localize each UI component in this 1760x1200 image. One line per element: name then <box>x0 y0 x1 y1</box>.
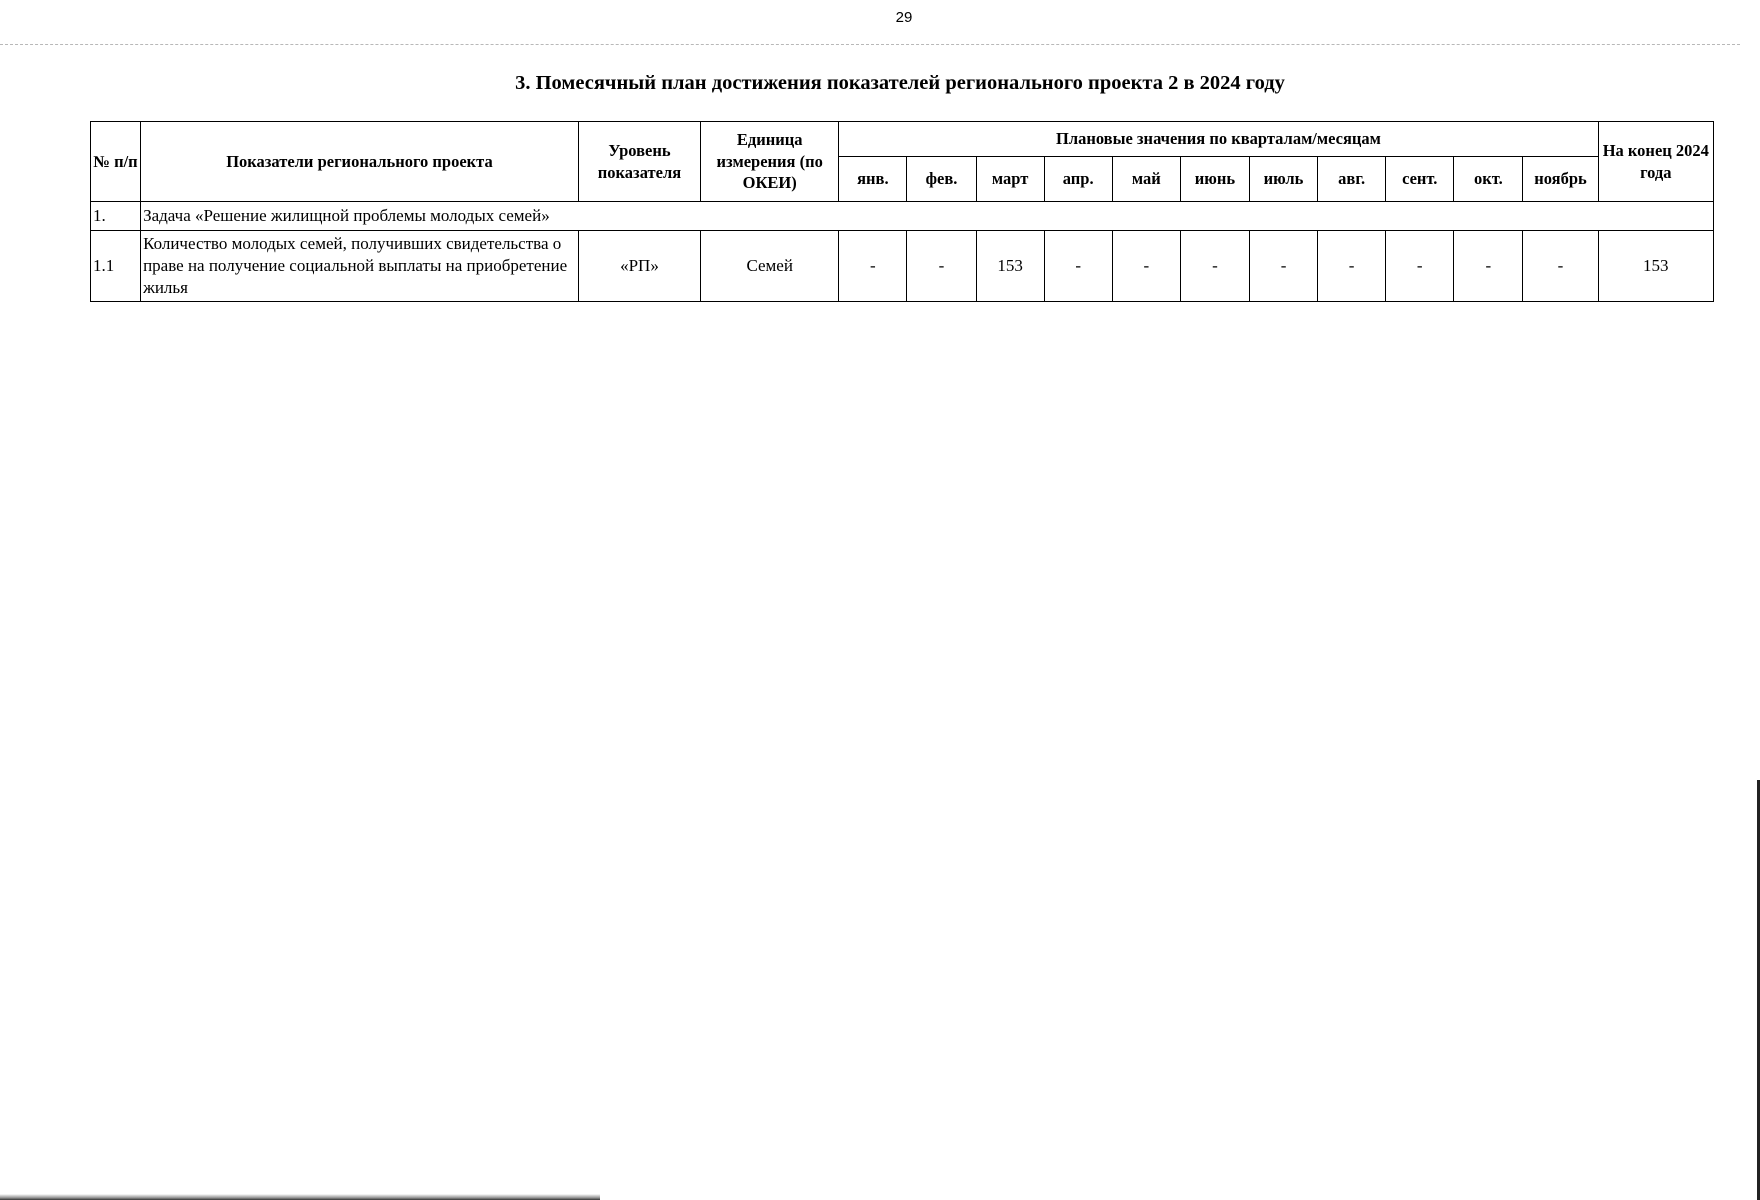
header-num: № п/п <box>91 122 141 202</box>
monthly-plan-table <box>90 121 1714 302</box>
table-row <box>91 231 1714 302</box>
row-month-value: - <box>1249 231 1317 302</box>
row-month-value: - <box>1523 231 1598 302</box>
page-number: 29 <box>895 9 913 26</box>
header-row-top <box>91 122 1714 157</box>
row-month-value: - <box>1112 231 1180 302</box>
row-month-value: - <box>1454 231 1523 302</box>
table-row-task <box>91 202 1714 231</box>
header-month: июнь <box>1180 157 1249 202</box>
header-month: фев. <box>907 157 976 202</box>
scan-edge-bottom <box>0 1194 600 1200</box>
scan-artifact-line <box>0 44 1740 45</box>
task-text-cell: Задача «Решение жилищной проблемы молодых семей» <box>141 202 1714 231</box>
header-month: март <box>976 157 1044 202</box>
header-month: апр. <box>1044 157 1112 202</box>
page-title: 3. Помесячный план достижения показателей регионального проекта 2 в 2024 году <box>515 72 1285 94</box>
header-month: авг. <box>1318 157 1386 202</box>
header-month: май <box>1112 157 1180 202</box>
row-level-cell: «РП» <box>578 231 700 302</box>
row-month-value: - <box>907 231 976 302</box>
row-indicator-cell: Количество молодых семей, получивших свидетельства о праве на получение социальной выплаты на приобретение жилья <box>141 231 579 302</box>
row-month-value: - <box>1386 231 1454 302</box>
row-end-of-year-value: 153 <box>1598 231 1713 302</box>
header-indicator: Показатели регионального проекта <box>141 122 579 202</box>
header-level: Уровень показателя <box>578 122 700 202</box>
row-unit-cell: Семей <box>701 231 839 302</box>
header-end-of-year: На конец 2024 года <box>1598 122 1713 202</box>
header-month: июль <box>1249 157 1317 202</box>
row-month-value: - <box>1318 231 1386 302</box>
header-month: сент. <box>1386 157 1454 202</box>
header-month: окт. <box>1454 157 1523 202</box>
header-month: ноябрь <box>1523 157 1598 202</box>
row-month-value: - <box>1044 231 1112 302</box>
row-month-value: - <box>1180 231 1249 302</box>
row-month-value: - <box>839 231 907 302</box>
row-num-cell: 1.1 <box>91 231 141 302</box>
header-month: янв. <box>839 157 907 202</box>
task-num-cell: 1. <box>91 202 141 231</box>
header-unit: Единица измерения (по ОКЕИ) <box>701 122 839 202</box>
header-plan-group: Плановые значения по кварталам/месяцам <box>839 122 1598 157</box>
row-month-value: 153 <box>976 231 1044 302</box>
